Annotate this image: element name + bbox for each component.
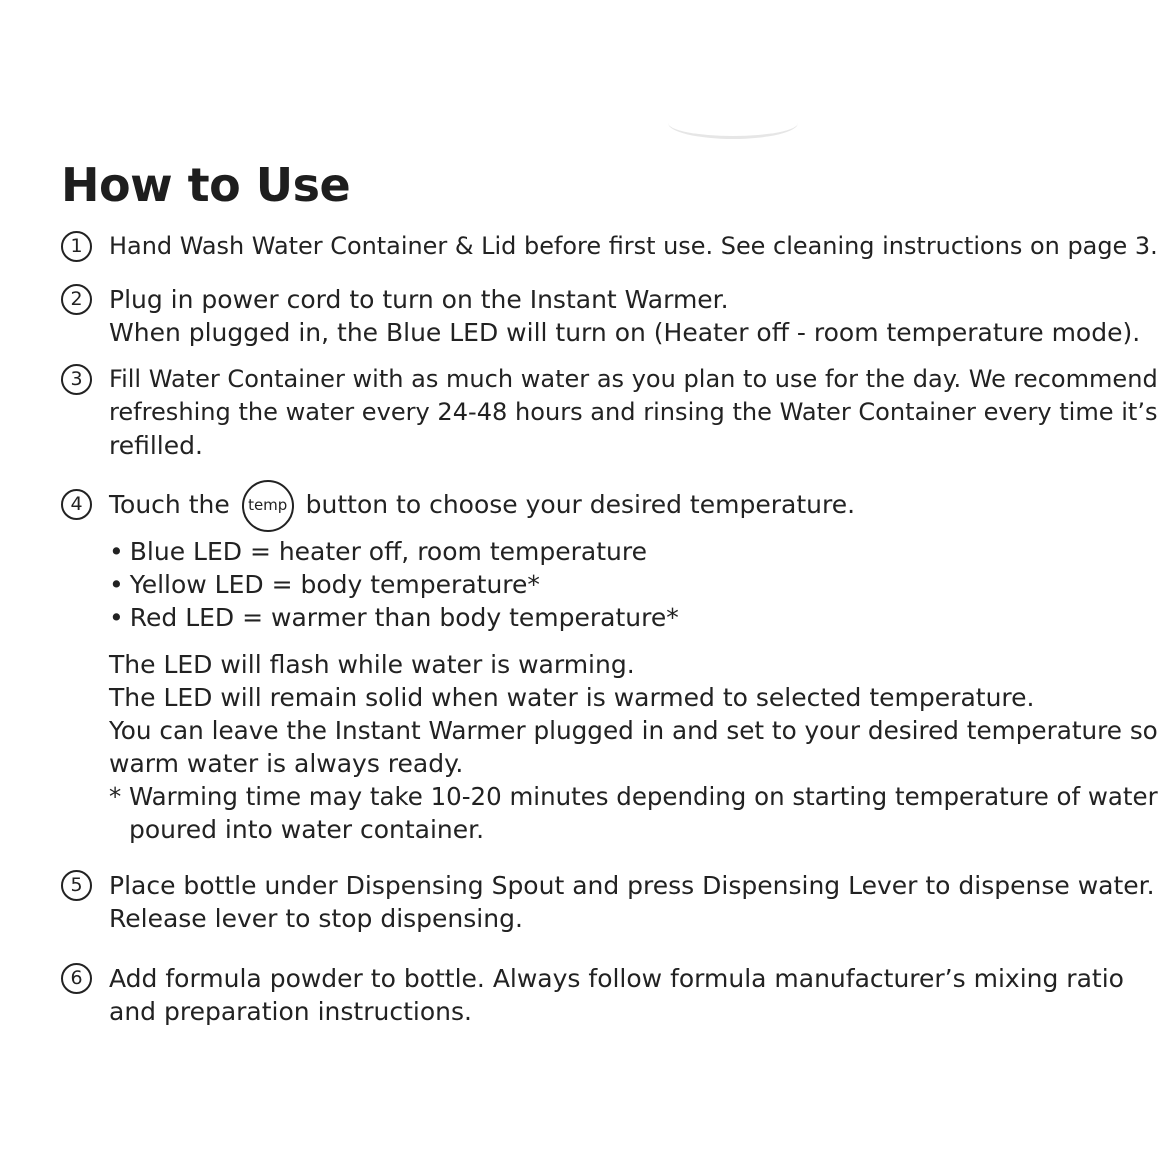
step-number-circle: 4 [61, 489, 92, 520]
step-text: button to choose your desired temperature. [305, 490, 856, 519]
led-list-item: • Red LED = warmer than body temperature* [109, 601, 1170, 634]
step-number-circle: 3 [61, 364, 92, 395]
temp-button-icon: temp [242, 480, 294, 532]
step-text: Release lever to stop dispensing. [109, 904, 523, 933]
page-title: How to Use [61, 158, 351, 212]
step-text: Hand Wash Water Container & Lid before first use. See cleaning instructions on page 3. [109, 232, 1158, 260]
note-line: You can leave the Instant Warmer plugged in and set to your desired temperature so [109, 716, 1158, 745]
step-text: Fill Water Container with as much water as you plan to use for the day. We recommend [109, 365, 1158, 393]
step-text: refilled. [109, 431, 203, 460]
step-text: refreshing the water every 24-48 hours and rinsing the Water Container every time it’s [109, 398, 1158, 426]
note-line: warm water is always ready. [109, 749, 464, 778]
led-notes [109, 648, 1170, 846]
note-line: The LED will remain solid when water is warmed to selected temperature. [109, 683, 1035, 712]
step-text: Plug in power cord to turn on the Instant Warmer. [109, 285, 729, 314]
step-number-circle: 5 [61, 870, 92, 901]
note-line: The LED will flash while water is warming. [109, 650, 635, 679]
footnote-line: poured into water container. [129, 815, 485, 844]
step-number-circle: 2 [61, 284, 92, 315]
footnote-line: * Warming time may take 10-20 minutes depending on starting temperature of water [109, 782, 1158, 811]
step-text: Place bottle under Dispensing Spout and press Dispensing Lever to dispense water. [109, 871, 1155, 900]
step-text: and preparation instructions. [109, 997, 472, 1026]
step-text: Add formula powder to bottle. Always follow formula manufacturer’s mixing ratio [109, 964, 1124, 993]
step-text: When plugged in, the Blue LED will turn on (Heater off - room temperature mode). [109, 318, 1141, 347]
step-text: Touch the [109, 490, 230, 519]
step-number-circle: 1 [61, 231, 92, 262]
decorative-curve [668, 118, 798, 139]
led-list-item: • Yellow LED = body temperature* [109, 568, 1170, 601]
led-list [109, 535, 1170, 634]
step-number-circle: 6 [61, 963, 92, 994]
led-list-item: • Blue LED = heater off, room temperature [109, 535, 1170, 568]
